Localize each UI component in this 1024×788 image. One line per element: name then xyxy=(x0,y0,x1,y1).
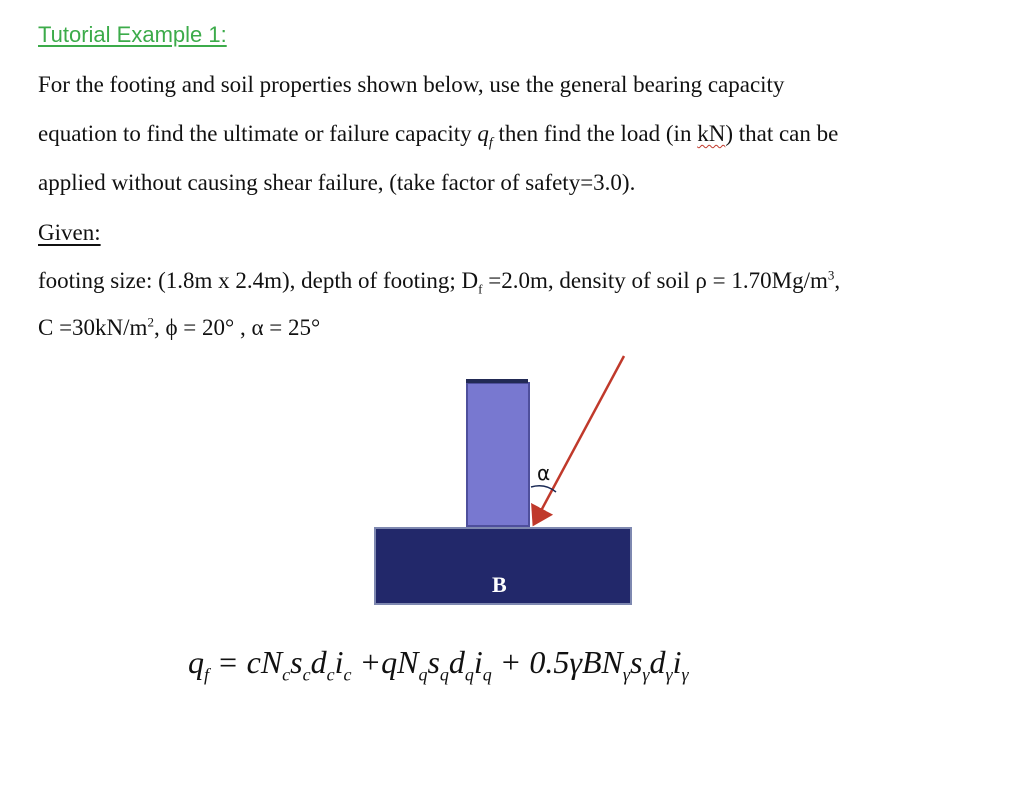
problem-line-2-post: ) that can be xyxy=(725,121,839,146)
bearing-capacity-equation: $q_f = cN_cs_cd_ci_c +qN_qs_qd_qi_q + 0.5\gamma BN_\gamma s_\gamma d_\gamma i_\gamma$ xyxy=(188,644,689,685)
problem-line-3: applied without causing shear failure, (take factor of safety=3.0). xyxy=(38,170,636,195)
footing-width-label: B xyxy=(492,572,507,597)
kn-unit: kN xyxy=(697,121,726,146)
load-arrow-line xyxy=(535,356,624,522)
problem-line-2-mid: then find the load (in xyxy=(492,121,698,146)
given-label: Given: xyxy=(38,220,101,245)
tutorial-heading: Tutorial Example 1: xyxy=(38,22,227,47)
given-line-2: $C =30kN/m^2$, ϕ = 20° , α = 25° xyxy=(38,314,321,340)
qf-symbol: $q_f$ xyxy=(477,121,493,151)
angle-label: α xyxy=(537,461,551,485)
given-line-1: footing size: (1.8m x 2.4m), depth of footing; $D_f =2.0m$, density of soil $\rho = 1.70Mg/m^3$, xyxy=(38,267,841,297)
problem-line-1: For the footing and soil properties shown below, use the general bearing capacity xyxy=(38,72,785,97)
problem-line-2-pre: equation to find the ultimate or failure capacity xyxy=(38,121,472,146)
